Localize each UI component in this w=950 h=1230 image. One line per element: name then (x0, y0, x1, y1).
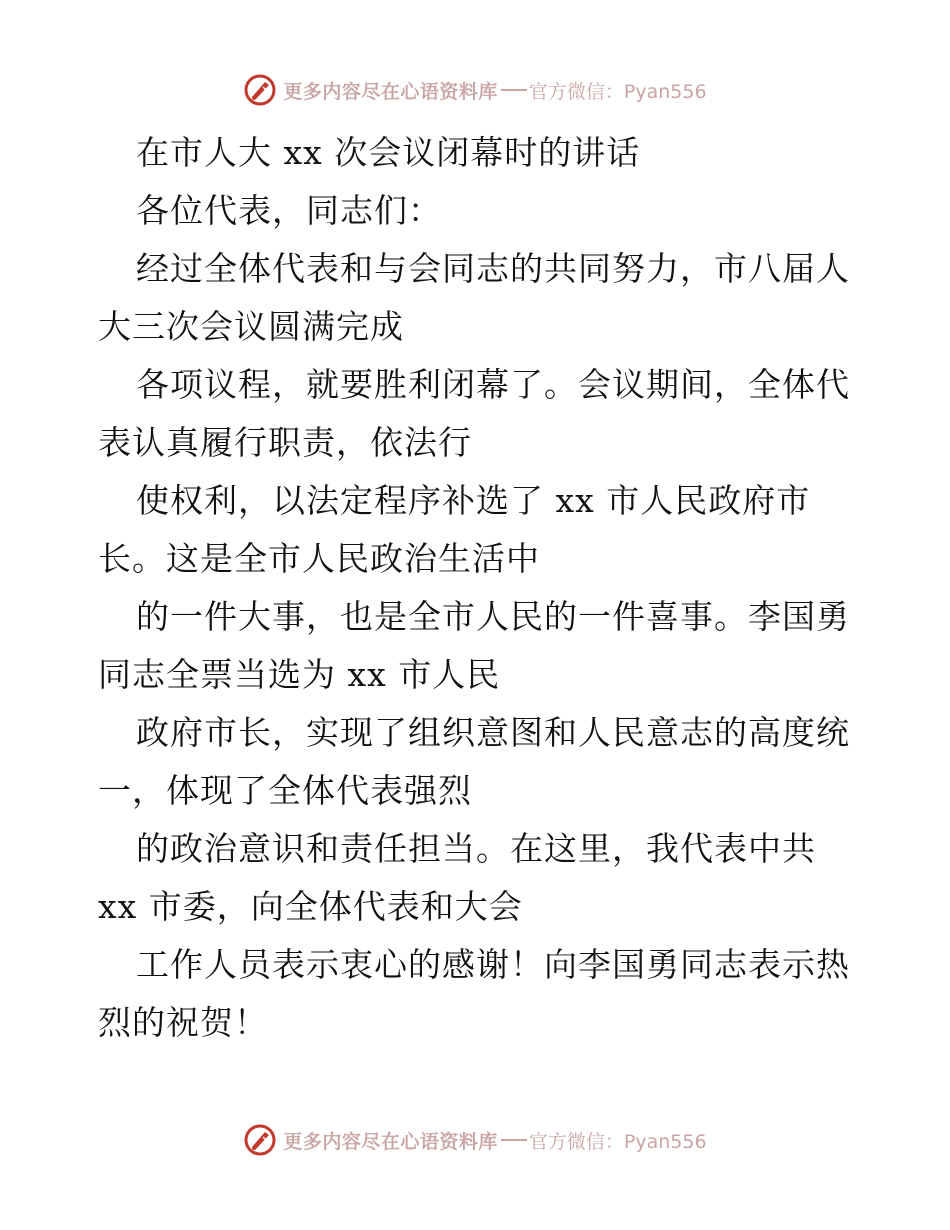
document-text-line: 使权利，以法定程序补选了 xx 市人民政府市 (136, 481, 811, 520)
document-text-line: 各位代表，同志们： (136, 191, 442, 230)
document-text-line: xx 市委，向全体代表和大会 (98, 887, 523, 926)
document-body (98, 124, 858, 1052)
document-text-line: 的一件大事，也是全市人民的一件喜事。李国勇 (136, 597, 850, 636)
banner-dash-divider (501, 89, 527, 91)
document-text-line: 各项议程，就要胜利闭幕了。会议期间，全体代 (136, 365, 850, 404)
quill-logo-icon (243, 1123, 277, 1157)
document-text-line: 长。这是全市人民政治生活中 (98, 539, 540, 578)
document-text-line: 表认真履行职责，依法行 (98, 423, 472, 462)
banner-dash-divider (501, 1139, 527, 1141)
banner-sub-text: 官方微信：Pyan556 (528, 80, 707, 103)
header-watermark-inner (243, 73, 706, 107)
header-watermark-banner (0, 70, 950, 110)
footer-watermark-banner (0, 1120, 950, 1160)
document-text-line: 工作人员表示衷心的感谢！向李国勇同志表示热 (136, 945, 850, 984)
document-text-line: 烈的祝贺！ (98, 1003, 268, 1042)
document-text-line: 在市人大 xx 次会议闭幕时的讲话 (136, 133, 641, 172)
document-text-line: 的政治意识和责任担当。在这里，我代表中共 (136, 829, 816, 868)
document-text-line: 经过全体代表和与会同志的共同努力，市八届人 (136, 249, 850, 288)
document-text-line: 大三次会议圆满完成 (98, 307, 404, 346)
banner-sub-text: 官方微信：Pyan556 (528, 1130, 707, 1153)
footer-watermark-inner (243, 1123, 706, 1157)
document-text-line: 同志全票当选为 xx 市人民 (98, 655, 501, 694)
banner-main-text: 更多内容尽在心语资料库 (283, 80, 498, 103)
document-text-line: 政府市长，实现了组织意图和人民意志的高度统 (136, 713, 850, 752)
banner-main-text: 更多内容尽在心语资料库 (283, 1130, 498, 1153)
document-text-line: 一，体现了全体代表强烈 (98, 771, 472, 810)
quill-logo-icon (243, 73, 277, 107)
